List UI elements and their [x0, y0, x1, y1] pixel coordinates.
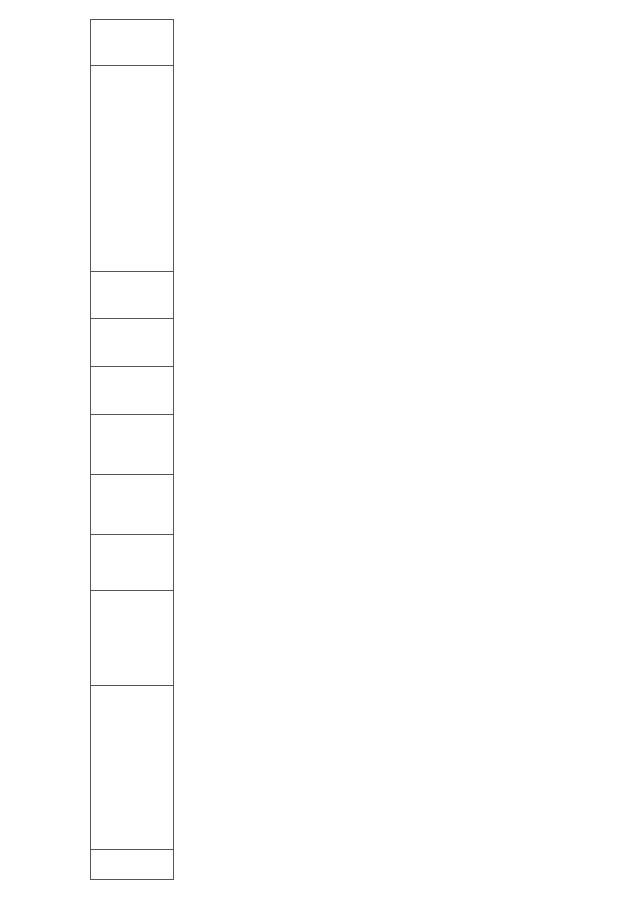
- total-label: [91, 535, 173, 590]
- section-description-subtable: [91, 66, 173, 271]
- section-description-cell: [90, 66, 173, 272]
- total-c6: [91, 415, 173, 475]
- program-table: [90, 19, 174, 880]
- section-name: [90, 686, 173, 850]
- section-total-row: [91, 271, 173, 590]
- total-c9: [91, 271, 173, 319]
- section-row: [90, 20, 173, 880]
- section-figures: [90, 272, 173, 591]
- section-subtable: [91, 271, 173, 590]
- section-reference: [90, 20, 173, 66]
- section-description: [91, 66, 173, 271]
- total-c8: [91, 319, 173, 367]
- section-executor: [90, 591, 173, 686]
- total-c5: [91, 475, 173, 535]
- rotated-table-container: [90, 20, 590, 880]
- section-number: [90, 850, 173, 880]
- total-c7: [91, 367, 173, 415]
